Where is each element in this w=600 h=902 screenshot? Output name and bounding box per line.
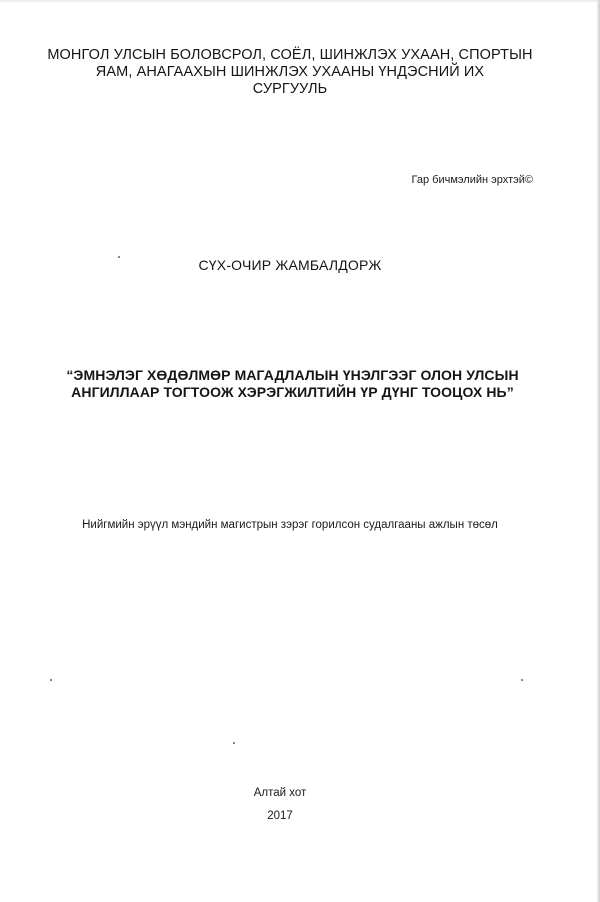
degree-description: Нийгмийн эрүүл мэндийн магистрын зэрэг горилсон судалгааны ажлын төсөл <box>82 519 498 531</box>
institution-line-1: МОНГОЛ УЛСЫН БОЛОВСРОЛ, СОЁЛ, ШИНЖЛЭХ УХААН, СПОРТЫН <box>47 47 533 63</box>
scan-speck <box>233 742 235 744</box>
copyright-notice: Гар бичмэлийн эрхтэй© <box>411 174 533 186</box>
institution-line-2: ЯАМ, АНАГААХЫН ШИНЖЛЭХ УХААНЫ ҮНДЭСНИЙ ИХ <box>95 64 485 80</box>
institution-line-3: СУРГУУЛЬ <box>252 81 328 97</box>
scan-speck <box>521 679 523 681</box>
place-of-publication: Алтай хот <box>253 787 307 799</box>
scan-speck <box>50 679 52 681</box>
scan-speck <box>118 256 120 258</box>
page-top-edge <box>0 0 600 2</box>
author-name: СҮХ-ОЧИР ЖАМБАЛДОРЖ <box>198 257 382 273</box>
thesis-title-line-2: АНГИЛЛААР ТОГТООЖ ХЭРЭГЖИЛТИЙН ҮР ДҮНГ ТООЦОХ НЬ” <box>71 384 514 400</box>
publication-year: 2017 <box>267 810 293 822</box>
thesis-title <box>20 367 565 401</box>
thesis-title-line-1: “ЭМНЭЛЭГ ХӨДӨЛМӨР МАГАДЛАЛЫН ҮНЭЛГЭЭГ ОЛОН УЛСЫН <box>66 367 519 383</box>
institution-name <box>20 47 560 98</box>
